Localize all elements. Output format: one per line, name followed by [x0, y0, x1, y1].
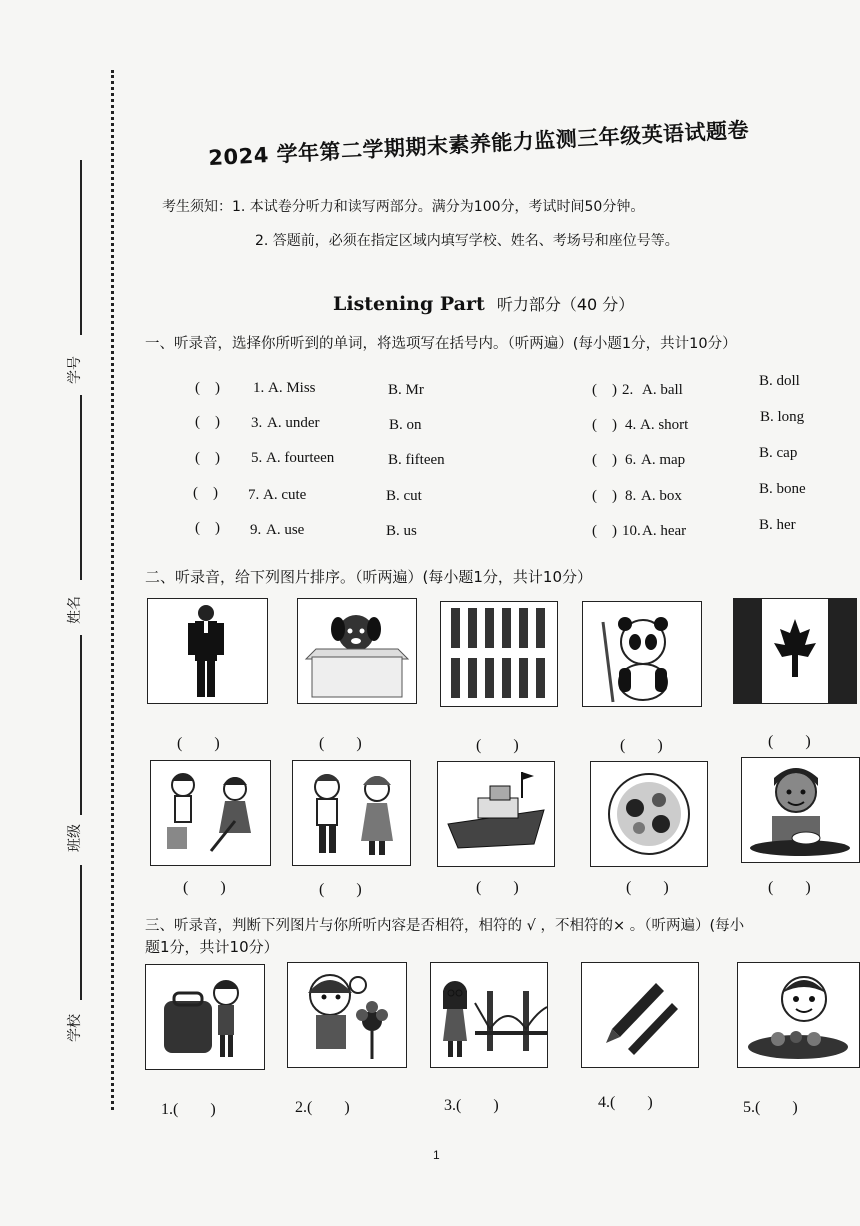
notice-line-1: 考生须知：1. 本试卷分听力和读写两部分。满分为100分，考试时间50分钟。: [162, 199, 645, 215]
picture-boy-with-bag: [145, 964, 265, 1070]
question-number: 10.: [622, 523, 641, 539]
answer-paren[interactable]: ( ): [195, 520, 220, 536]
side-label-name: 姓名: [67, 596, 83, 624]
section3-heading: 三、听录音，判断下列图片与你所听内容是否相符，相符的 √ ，不相符的× 。（听两遍）(每小: [145, 918, 745, 934]
picture-canada-flag: [733, 598, 857, 704]
name-rule: [80, 395, 82, 580]
question-number: 8.: [625, 488, 637, 504]
option-b: B. cap: [759, 445, 798, 461]
picture-plate-of-food: [590, 761, 708, 867]
ordering-paren-7[interactable]: ( ): [319, 881, 362, 898]
judge-answer-3[interactable]: 3.( ): [444, 1097, 499, 1114]
part-title-en: Listening Part: [333, 293, 485, 315]
picture-man-in-suit: [147, 598, 268, 704]
answer-paren[interactable]: ( ): [195, 450, 220, 466]
option-b: B. Mr: [388, 382, 424, 398]
answer-paren[interactable]: ( ): [195, 414, 220, 430]
school-rule: [80, 865, 82, 1000]
question-number: 9.: [250, 522, 262, 538]
picture-boy-with-salad: [737, 962, 860, 1068]
question-number: 2.: [622, 382, 634, 398]
answer-paren[interactable]: ( ): [592, 452, 617, 468]
answer-paren[interactable]: ( ): [592, 417, 617, 433]
option-a: A. map: [641, 452, 686, 468]
picture-dog-in-box: [297, 598, 417, 704]
ordering-paren-8[interactable]: ( ): [476, 879, 519, 896]
option-b: B. fifteen: [388, 452, 445, 468]
picture-kids-cleaning: [150, 760, 271, 866]
answer-paren[interactable]: ( ): [592, 382, 617, 398]
answer-paren[interactable]: ( ): [592, 523, 617, 539]
picture-girl-with-flower: [287, 962, 407, 1068]
option-a: A. under: [267, 415, 320, 431]
picture-boy-and-girl: [292, 760, 411, 866]
answer-paren[interactable]: ( ): [193, 485, 218, 501]
binding-dotted-line: [111, 70, 114, 1110]
part-title: [333, 292, 634, 315]
option-b: B. long: [760, 409, 805, 425]
section1-heading: 一、听录音，选择你所听到的单词，将选项写在括号内。（听两遍）(每小题1分，共计10分）: [145, 336, 737, 352]
option-b: B. doll: [759, 373, 800, 389]
side-label-class: 班级: [67, 824, 83, 852]
judge-answer-4[interactable]: 4.( ): [598, 1094, 653, 1111]
option-b: B. bone: [759, 481, 806, 497]
option-a: A. Miss: [268, 380, 316, 396]
side-label-school: 学校: [67, 1014, 83, 1042]
option-a: A. cute: [263, 487, 307, 503]
option-a: A. short: [640, 417, 689, 433]
option-a: A. hear: [642, 523, 687, 539]
ordering-paren-9[interactable]: ( ): [626, 879, 669, 896]
question-number: 1.: [253, 380, 265, 396]
question-number: 4.: [625, 417, 637, 433]
ordering-paren-5[interactable]: ( ): [768, 733, 811, 750]
picture-pencils: [440, 601, 558, 707]
option-b: B. cut: [386, 488, 422, 504]
option-a: A. ball: [642, 382, 683, 398]
question-number: 3.: [251, 415, 263, 431]
option-a: A. fourteen: [266, 450, 335, 466]
picture-girl-eating: [741, 757, 860, 863]
question-number: 5.: [251, 450, 263, 466]
picture-pen: [581, 962, 699, 1068]
ordering-paren-1[interactable]: ( ): [177, 735, 220, 752]
page-number: 1: [433, 1148, 440, 1162]
part-title-cn: 听力部分（40 分）: [496, 295, 635, 314]
student-id-rule: [80, 160, 82, 335]
option-a: A. box: [641, 488, 682, 504]
side-label-student-id: 学号: [67, 356, 83, 384]
picture-girl-and-bridge: [430, 962, 548, 1068]
ordering-paren-10[interactable]: ( ): [768, 879, 811, 896]
ordering-paren-4[interactable]: ( ): [620, 737, 663, 754]
answer-paren[interactable]: ( ): [195, 380, 220, 396]
answer-paren[interactable]: ( ): [592, 488, 617, 504]
judge-answer-5[interactable]: 5.( ): [743, 1099, 798, 1116]
judge-answer-2[interactable]: 2.( ): [295, 1099, 350, 1116]
ordering-paren-6[interactable]: ( ): [183, 879, 226, 896]
picture-panda: [582, 601, 702, 707]
question-number: 7.: [248, 487, 260, 503]
exam-title: 2024 学年第二学期期末素养能力监测三年级英语试题卷: [207, 117, 750, 171]
option-a: A. use: [266, 522, 305, 538]
option-b: B. on: [389, 417, 422, 433]
ordering-paren-2[interactable]: ( ): [319, 735, 362, 752]
option-b: B. us: [386, 523, 417, 539]
section3-heading-line2: 题1分，共计10分）: [145, 938, 279, 956]
picture-ship: [437, 761, 555, 867]
question-number: 6.: [625, 452, 637, 468]
ordering-paren-3[interactable]: ( ): [476, 737, 519, 754]
option-b: B. her: [759, 517, 796, 533]
notice-line-2: 2. 答题前，必须在指定区域内填写学校、姓名、考场号和座位号等。: [255, 233, 679, 249]
class-rule: [80, 635, 82, 815]
section2-heading: 二、听录音，给下列图片排序。（听两遍）(每小题1分，共计10分）: [145, 568, 592, 586]
judge-answer-1[interactable]: 1.( ): [161, 1101, 216, 1118]
